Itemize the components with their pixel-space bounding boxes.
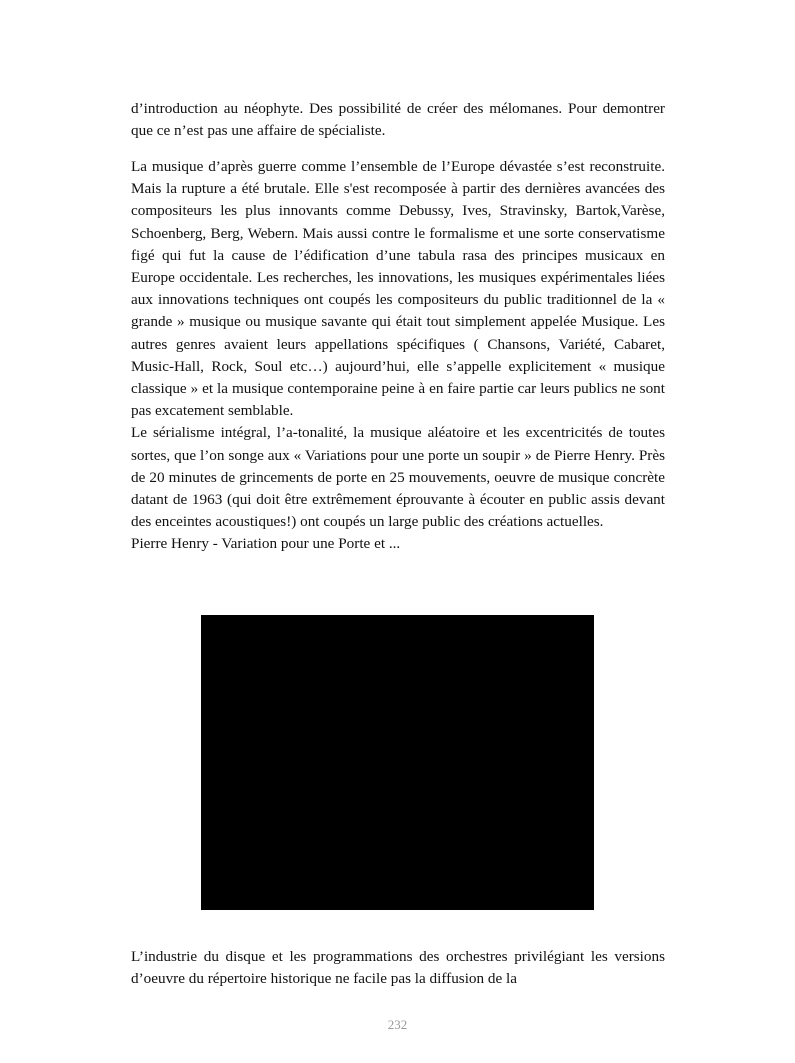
page-number: 232 bbox=[387, 1017, 408, 1032]
paragraph-postwar-music: La musique d’après guerre comme l’ensemble de l’Europe dévastée s’est reconstruite. Mais la rupture a été brutale. Elle s'est recomposée à partir des dernières avancées des compositeurs les plus innovants comme Debussy, Ives, Stravinsky, Bartok,Varèse, Schoenberg, Berg, Webern. Mais aussi contre le formalisme et une sorte conservatisme figé qui fut la cause de l’édification d’une tabula rasa des principes musicaux en Europe occidentale. Les recherches, les innovations, les musiques expérimentales liées aux innovations techniques ont coupés les compositeurs du public traditionnel de la « grande » musique ou musique savante qui était tout simplement appelée Musique. Les autres genres avaient leurs appellations spécifiques ( Chansons, Variété, Cabaret, Music-Hall, Rock, Soul etc…) aujourd’hui, elle s’appelle explicitement « musique classique » et la musique contemporaine peine à en faire partie car leurs publics ne sont pas excatement semblable. bbox=[131, 158, 665, 420]
paragraph-record-industry: L’industrie du disque et les programmations des orchestres privilégiant les versions d’oeuvre du répertoire historique ne facile pas la diffusion de la bbox=[131, 948, 665, 988]
paragraph-serialism: Le sérialisme intégral, l’a-tonalité, la musique aléatoire et les excentricités de toutes sortes, que l’on songe aux « Variations pour une porte un soupir » de Pierre Henry. Près de 20 minutes de grincements de porte en 25 mouvements, oeuvre de musique concrète datant de 1963 (qui doit être extrêmement éprouvante à écouter en public assis devant des enceintes acoustiques!) ont coupés un large public des créations actuelles. bbox=[131, 424, 665, 531]
paragraph-intro: d’introduction au néophyte. Des possibilité de créer des mélomanes. Pour demontrer que ce n’est pas une affaire de spécialiste. bbox=[131, 100, 665, 140]
intro-text-block bbox=[131, 98, 665, 142]
closing-text-block bbox=[131, 946, 665, 990]
main-text-block bbox=[131, 156, 665, 556]
video-caption: Pierre Henry - Variation pour une Porte et ... bbox=[131, 535, 401, 553]
embedded-video-frame[interactable] bbox=[201, 615, 594, 910]
